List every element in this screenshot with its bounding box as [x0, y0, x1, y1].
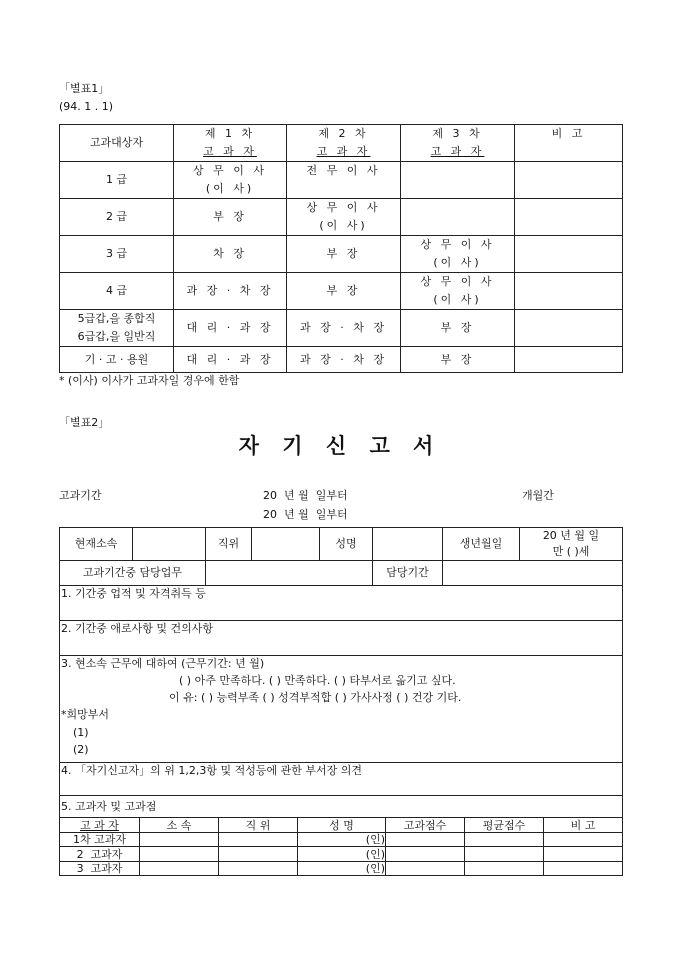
- header-target: 고과대상자: [60, 125, 174, 162]
- position-label: 직위: [206, 528, 252, 561]
- period-from: 20 년 월 일부터: [263, 489, 348, 502]
- section-2[interactable]: 2. 기간중 애로사항 및 건의사항: [60, 621, 623, 656]
- section-5: 5. 고과자 및 고과점: [60, 796, 623, 818]
- position-cell[interactable]: [219, 862, 298, 876]
- table-row: [60, 847, 623, 862]
- remarks-cell: [515, 347, 623, 373]
- table-header-row: [60, 125, 623, 162]
- self-report-form: [59, 527, 623, 818]
- birth-label: 생년월일: [443, 528, 520, 561]
- grade-cell: 1 급: [60, 162, 174, 199]
- header-third: 제 3 차 고 과 자: [401, 125, 515, 162]
- annex1-date: (94. 1 . 1): [59, 100, 114, 113]
- remarks-cell: [515, 310, 623, 347]
- remarks-cell[interactable]: [544, 862, 623, 876]
- evaluator-cell: 1차 고과자: [60, 833, 140, 847]
- name-field[interactable]: [373, 528, 443, 561]
- wish-dept-label: *희망부서: [61, 708, 110, 721]
- average-cell[interactable]: [465, 862, 544, 876]
- evaluator-cell: 3 고과자: [60, 862, 140, 876]
- dept-cell[interactable]: [140, 862, 219, 876]
- header-first: 제 1 차 고 과 자: [174, 125, 287, 162]
- duty-period-label: 담당기간: [373, 561, 443, 586]
- months-label: 개월간: [522, 489, 554, 502]
- table-header-row: [60, 818, 623, 833]
- table-row: [60, 833, 623, 847]
- first-cell: 과 장 · 차 장: [174, 273, 287, 310]
- second-cell: 부 장: [287, 236, 401, 273]
- header-average: 평균점수: [465, 818, 544, 833]
- score-cell[interactable]: [386, 862, 465, 876]
- period-to: 20 년 월 일부터: [263, 508, 348, 521]
- remarks-cell: [515, 199, 623, 236]
- name-label: 성명: [320, 528, 373, 561]
- annex2-label: 「별표2」: [59, 416, 110, 429]
- header-name: 성 명: [298, 818, 386, 833]
- birth-field[interactable]: 20 년 월 일 만 ( )세: [520, 528, 623, 561]
- duty-label: 고과기간중 담당업무: [60, 561, 206, 586]
- wish-dept-1: (1): [73, 726, 89, 739]
- third-cell: 상 무 이 사 (이 사): [401, 273, 515, 310]
- position-cell[interactable]: [219, 847, 298, 862]
- table-row: [60, 310, 623, 347]
- table-row: [60, 273, 623, 310]
- table-row: [60, 199, 623, 236]
- second-cell: 과 장 · 차 장: [287, 310, 401, 347]
- name-cell[interactable]: (인): [298, 847, 386, 862]
- table-row: [60, 236, 623, 273]
- header-remarks: 비 고: [515, 125, 623, 162]
- annex1-note: * (이사) 이사가 고과자일 경우에 한함: [59, 374, 240, 387]
- remarks-cell: [515, 236, 623, 273]
- remarks-cell: [515, 273, 623, 310]
- second-cell: 부 장: [287, 273, 401, 310]
- remarks-cell[interactable]: [544, 833, 623, 847]
- grade-cell: 기 · 고 · 용원: [60, 347, 174, 373]
- header-evaluator: 고 과 자: [60, 818, 140, 833]
- satisfaction-options: ( ) 아주 만족하다. ( ) 만족하다. ( ) 타부서로 옮기고 싶다.: [179, 674, 456, 687]
- third-cell: 부 장: [401, 310, 515, 347]
- page-title: 자 기 신 고 서: [238, 433, 442, 458]
- header-remarks: 비 고: [544, 818, 623, 833]
- first-cell: 부 장: [174, 199, 287, 236]
- evaluator-table: [59, 124, 623, 373]
- average-cell[interactable]: [465, 847, 544, 862]
- section-4[interactable]: 4. 「자기신고자」의 위 1,2,3항 및 적성등에 관한 부서장 의견: [60, 763, 623, 796]
- header-dept: 소 속: [140, 818, 219, 833]
- first-cell: 대 리 · 과 장: [174, 310, 287, 347]
- section-3[interactable]: 3. 현소속 근무에 대하여 (근무기간: 년 월) ( ) 아주 만족하다. ( ) 만족하다. ( ) 타부서로 옮기고 싶다. 이 유: ( ) 능력부족 ( ) 성격부적합 ( ) 가사사정 ( ) 건강 기타. *희망부서 (1) (2): [60, 656, 623, 763]
- table-row: [60, 347, 623, 373]
- third-cell: [401, 162, 515, 199]
- grade-cell: 4 급: [60, 273, 174, 310]
- score-cell[interactable]: [386, 833, 465, 847]
- reason-options: 이 유: ( ) 능력부족 ( ) 성격부적합 ( ) 가사사정 ( ) 건강 기타.: [169, 691, 462, 704]
- grade-cell: 5급갑,을 종합직 6급갑,을 일반직: [60, 310, 174, 347]
- current-dept-field[interactable]: [133, 528, 206, 561]
- second-cell: 전 무 이 사: [287, 162, 401, 199]
- position-field[interactable]: [252, 528, 320, 561]
- remarks-cell[interactable]: [544, 847, 623, 862]
- table-row: [60, 162, 623, 199]
- duty-period-field[interactable]: [443, 561, 623, 586]
- third-cell: [401, 199, 515, 236]
- first-cell: 차 장: [174, 236, 287, 273]
- first-cell: 상 무 이 사 (이 사): [174, 162, 287, 199]
- second-cell: 상 무 이 사 (이 사): [287, 199, 401, 236]
- dept-cell[interactable]: [140, 833, 219, 847]
- third-cell: 상 무 이 사 (이 사): [401, 236, 515, 273]
- score-cell[interactable]: [386, 847, 465, 862]
- header-second: 제 2 차 고 과 자: [287, 125, 401, 162]
- scores-table: [59, 817, 623, 876]
- section-1[interactable]: 1. 기간중 업적 및 자격취득 등: [60, 586, 623, 621]
- current-dept-label: 현재소속: [60, 528, 133, 561]
- header-score: 고과점수: [386, 818, 465, 833]
- evaluator-cell: 2 고과자: [60, 847, 140, 862]
- period-label: 고과기간: [59, 489, 102, 502]
- grade-cell: 3 급: [60, 236, 174, 273]
- wish-dept-2: (2): [73, 743, 89, 756]
- third-cell: 부 장: [401, 347, 515, 373]
- duty-field[interactable]: [206, 561, 373, 586]
- name-cell[interactable]: (인): [298, 862, 386, 876]
- average-cell[interactable]: [465, 833, 544, 847]
- annex1-label: 「별표1」: [59, 82, 110, 95]
- header-position: 직 위: [219, 818, 298, 833]
- table-row: [60, 862, 623, 876]
- second-cell: 과 장 · 차 장: [287, 347, 401, 373]
- dept-cell[interactable]: [140, 847, 219, 862]
- position-cell[interactable]: [219, 833, 298, 847]
- grade-cell: 2 급: [60, 199, 174, 236]
- remarks-cell: [515, 162, 623, 199]
- name-cell[interactable]: (인): [298, 833, 386, 847]
- first-cell: 대 리 · 과 장: [174, 347, 287, 373]
